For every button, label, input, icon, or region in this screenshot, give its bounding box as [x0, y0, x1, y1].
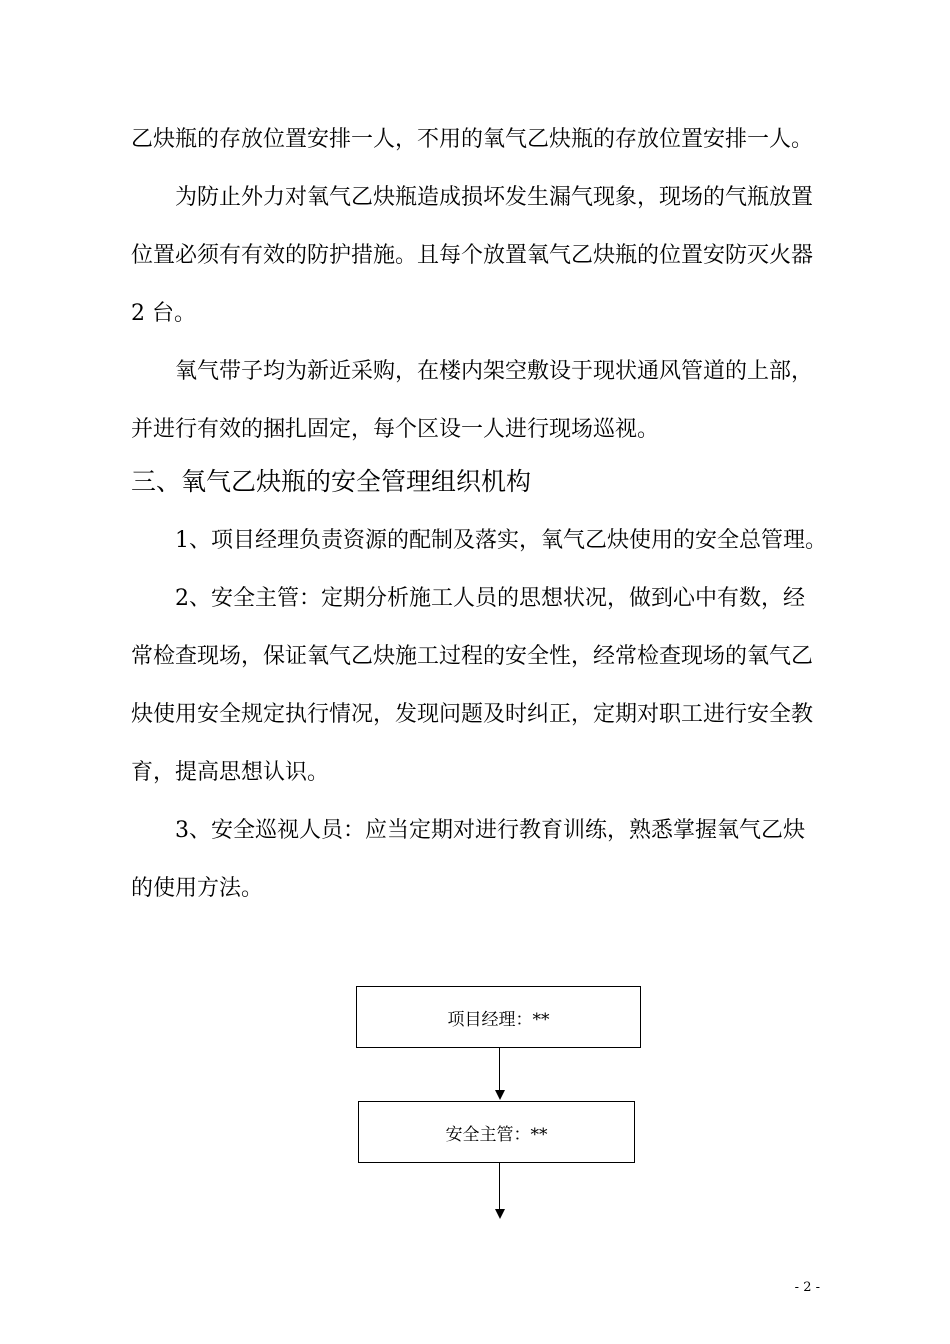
list-item-1 — [131, 512, 827, 570]
text-line: 2、安全主管：定期分析施工人员的思想状况，做到心中有数，经 — [175, 586, 805, 611]
text-line: 2 台。 — [131, 301, 196, 326]
paragraph-2 — [131, 169, 821, 343]
text-line: 为防止外力对氧气乙炔瓶造成损坏发生漏气现象，现场的气瓶放置 — [175, 185, 814, 210]
text-line: 位置必须有有效的防护措施。且每个放置氧气乙炔瓶的位置安防灭火器 — [131, 243, 814, 268]
arrow-down-icon — [495, 1090, 505, 1100]
section-heading: 三、氧气乙炔瓶的安全管理组织机构 — [131, 467, 532, 496]
page-number: - 2 - — [794, 1280, 820, 1295]
org-connector-line — [499, 1163, 500, 1211]
text-line: 3、安全巡视人员：应当定期对进行教育训练，熟悉掌握氧气乙炔 — [175, 818, 805, 843]
text-line: 氧气带子均为新近采购，在楼内架空敷设于现状通风管道的上部， — [175, 359, 814, 384]
text-line: 的使用方法。 — [131, 876, 264, 901]
text-line: 并进行有效的捆扎固定，每个区设一人进行现场巡视。 — [131, 417, 660, 442]
org-box-project-manager — [356, 986, 641, 1048]
org-box-safety-supervisor — [358, 1101, 635, 1163]
list-item-2 — [131, 570, 821, 802]
text-line: 育，提高思想认识。 — [131, 760, 330, 785]
list-item-3 — [131, 802, 821, 918]
paragraph-1 — [131, 111, 821, 169]
text-line: 1、项目经理负责资源的配制及落实，氧气乙炔使用的安全总管理。 — [175, 528, 827, 553]
org-box-label: 项目经理：** — [447, 1009, 550, 1030]
text-line: 乙炔瓶的存放位置安排一人，不用的氧气乙炔瓶的存放位置安排一人。 — [131, 127, 814, 152]
org-connector-line — [499, 1048, 500, 1092]
arrow-down-icon — [495, 1209, 505, 1219]
paragraph-3 — [131, 343, 821, 459]
text-line: 炔使用安全规定执行情况，发现问题及时纠正，定期对职工进行安全教 — [131, 702, 814, 727]
text-line: 常检查现场，保证氧气乙炔施工过程的安全性，经常检查现场的氧气乙 — [131, 644, 814, 669]
org-box-label: 安全主管：** — [445, 1124, 548, 1145]
